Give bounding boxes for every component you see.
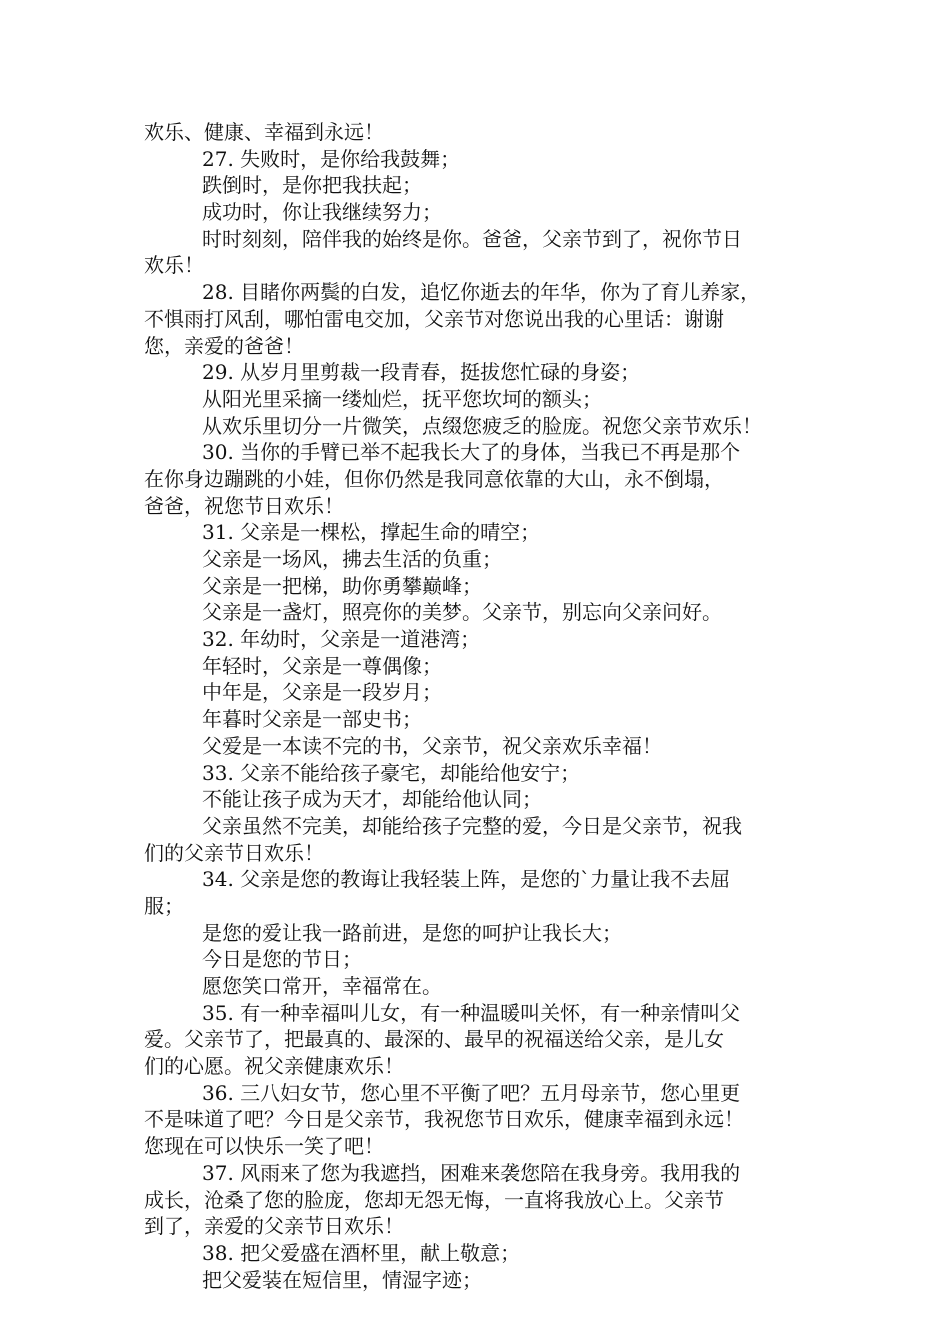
text-line: 27. 失败时，是你给我鼓舞； (202, 146, 461, 171)
text-line: 父亲虽然不完美，却能给孩子完整的爱，今日是父亲节，祝我 (202, 813, 742, 838)
text-line: 不惧雨打风刮，哪怕雷电交加，父亲节对您说出我的心里话：谢谢 (144, 306, 724, 331)
text-line: 时时刻刻，陪伴我的始终是你。爸爸，父亲节到了，祝你节日 (202, 226, 742, 251)
text-line: 是您的爱让我一路前进，是您的呵护让我长大； (202, 920, 622, 945)
text-line: 爱。父亲节了，把最真的、最深的、最早的祝福送给父亲，是儿女 (144, 1027, 724, 1052)
text-line: 们的心愿。祝父亲健康欢乐！ (144, 1054, 404, 1079)
text-line: 33. 父亲不能给孩子豪宅，却能给他安宁； (202, 760, 581, 785)
text-line: 到了，亲爱的父亲节日欢乐！ (144, 1214, 404, 1239)
text-line: 32. 年幼时，父亲是一道港湾； (202, 627, 481, 652)
text-line: 服； (144, 893, 184, 918)
text-line: 34. 父亲是您的教诲让我轻装上阵，是您的`力量让我不去屈 (202, 867, 731, 892)
text-line: 您现在可以快乐一笑了吧！ (144, 1134, 384, 1159)
text-line: 在你身边蹦跳的小娃，但你仍然是我同意依靠的大山，永不倒塌， (144, 466, 724, 491)
text-line: 28. 目睹你两鬓的白发，追忆你逝去的年华，你为了育儿养家， (202, 280, 761, 305)
text-line: 欢乐、健康、幸福到永远！ (144, 120, 384, 144)
document-body (144, 119, 816, 1293)
text-line: 父亲是一场风，拂去生活的负重； (202, 547, 502, 571)
text-line: 父爱是一本读不完的书，父亲节，祝父亲欢乐幸福！ (202, 733, 662, 758)
text-line: 35. 有一种幸福叫儿女，有一种温暖叫关怀，有一种亲情叫父 (202, 1000, 741, 1025)
text-line: 成长，沧桑了您的脸庞，您却无怨无悔，一直将我放心上。父亲节 (144, 1187, 724, 1212)
text-line: 从欢乐里切分一片微笑，点缀您疲乏的脸庞。祝您父亲节欢乐！ (202, 413, 762, 438)
text-line: 爸爸，祝您节日欢乐！ (144, 493, 344, 518)
text-line: 不是味道了吧？今日是父亲节，我祝您节日欢乐，健康幸福到永远！ (144, 1107, 744, 1132)
text-line: 不能让孩子成为天才，却能给他认同； (202, 787, 542, 812)
text-line: 中年是，父亲是一段岁月； (202, 680, 442, 705)
text-line: 愿您笑口常开，幸福常在。 (202, 974, 442, 998)
text-line: 父亲是一盏灯，照亮你的美梦。父亲节，别忘向父亲问好。 (202, 600, 722, 625)
text-line: 30. 当你的手臂已举不起我长大了的身体，当我已不再是那个 (202, 440, 741, 465)
text-line: 年暮时父亲是一部史书； (202, 707, 422, 732)
text-line: 成功时，你让我继续努力； (202, 200, 442, 225)
text-line: 38. 把父爱盛在酒杯里，献上敬意； (202, 1240, 521, 1265)
text-line: 您，亲爱的爸爸！ (144, 333, 304, 358)
text-line: 欢乐！ (144, 253, 204, 278)
text-line: 今日是您的节日； (202, 947, 362, 972)
text-line: 从阳光里采摘一缕灿烂，抚平您坎坷的额头； (202, 386, 602, 411)
text-line: 36. 三八妇女节，您心里不平衡了吧？五月母亲节，您心里更 (202, 1080, 741, 1105)
text-line: 31. 父亲是一棵松，撑起生命的晴空； (202, 520, 541, 545)
text-line: 父亲是一把梯，助你勇攀巅峰； (202, 573, 482, 598)
text-line: 年轻时，父亲是一尊偶像； (202, 653, 442, 678)
text-line: 29. 从岁月里剪裁一段青春，挺拔您忙碌的身姿； (202, 360, 641, 385)
text-line: 们的父亲节日欢乐！ (144, 840, 324, 865)
text-line: 37. 风雨来了您为我遮挡，困难来袭您陪在我身旁。我用我的 (202, 1160, 741, 1185)
text-line: 跌倒时，是你把我扶起； (202, 173, 422, 198)
text-line: 把父爱装在短信里，情湿字迹； (202, 1267, 482, 1292)
